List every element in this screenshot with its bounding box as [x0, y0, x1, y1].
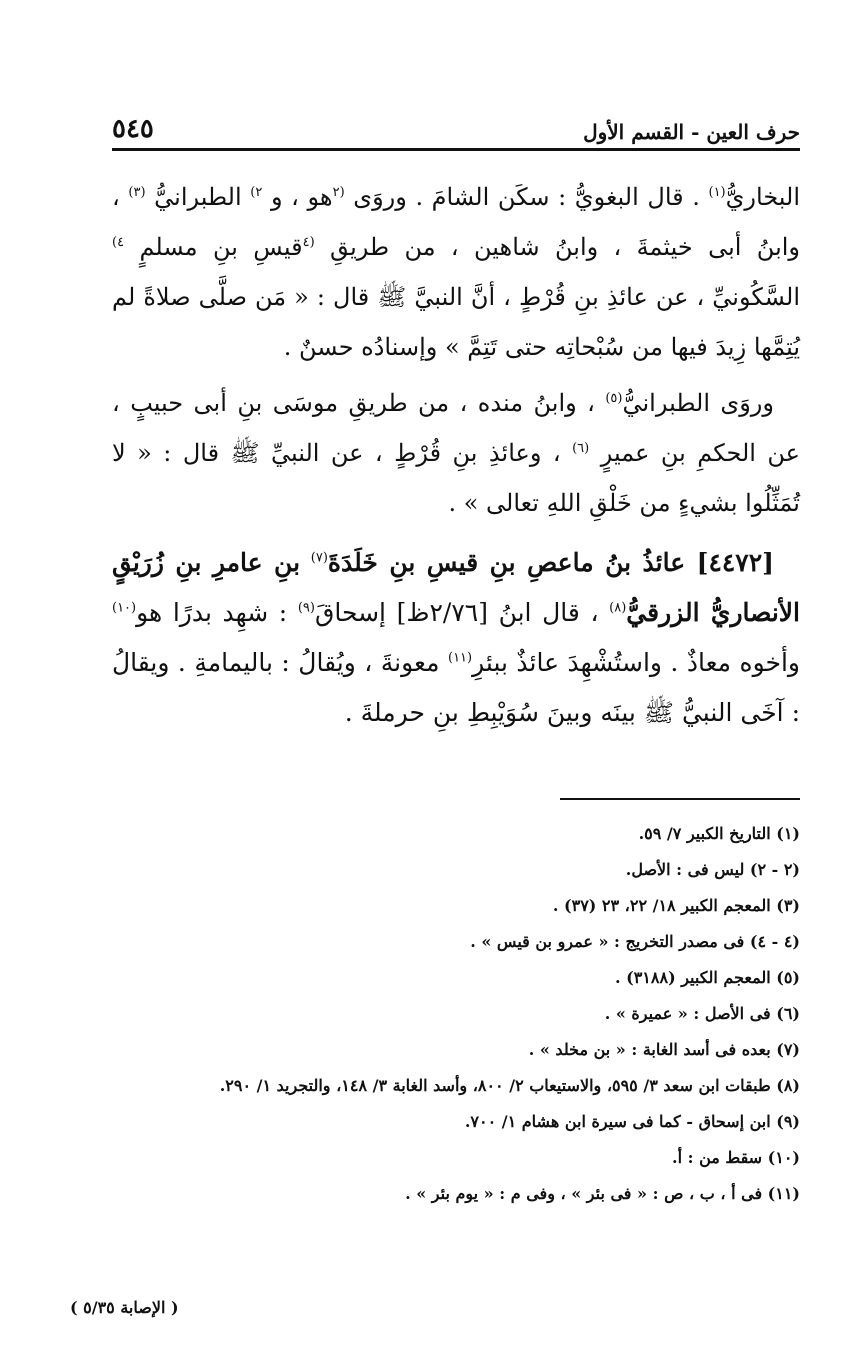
- page-number: ٥٤٥: [112, 114, 154, 144]
- footnote-ref: (٤: [302, 235, 315, 250]
- footnote-ref: (١١): [447, 650, 473, 666]
- footnote-ref: (٢: [332, 185, 345, 200]
- page-header: [112, 104, 800, 144]
- footnote-item: (٤ - ٤) فى مصدر التخريج : « عمرو بن قيس » .: [470, 932, 800, 951]
- footnote-ref: (٩): [297, 600, 315, 616]
- footnote-separator: [560, 798, 800, 800]
- footnote-item: (٩) ابن إسحاق - كما فى سيرة ابن هشام ١/ ٧٠٠.: [464, 1112, 800, 1131]
- footnote-item: (٣) المعجم الكبير ١٨/ ٢٢، ٢٣ (٣٧) .: [552, 896, 800, 915]
- footnote-item: (٦) فى الأصل : « عميرة » .: [604, 1004, 800, 1023]
- footnote-item: (١١) فى أ ، ب ، ص : « فى بئر » ، وفى م : « يوم بئر » .: [405, 1184, 800, 1203]
- footnotes: [112, 816, 800, 1212]
- running-title: حرف العين - القسم الأول: [583, 120, 800, 144]
- header-rule: [112, 148, 800, 151]
- footnote-ref: ٤): [112, 235, 125, 250]
- footnote-item: (٢ - ٢) ليس فى : الأصل.: [625, 860, 800, 879]
- footnote-ref: (٧): [310, 550, 328, 566]
- entry-heading: [٤٤٧٢] عائذُ بنُ ماعصِ بنِ قيسِ بنِ خَلَدَةَ: [327, 548, 774, 577]
- entry-heading-cont: بنِ عامرِ بنِ زُرَيْقٍ الأنصاريُّ الزرقيُّ: [112, 548, 800, 627]
- footnote-item: (٧) بعده فى أسد الغابة : « بن مخلد » .: [528, 1040, 800, 1059]
- footnote-ref: (٣): [128, 185, 146, 200]
- footnote-item: (١) التاريخ الكبير ٧/ ٥٩.: [638, 824, 800, 843]
- footnote-ref: (٨): [609, 600, 627, 616]
- footnote-item: (٥) المعجم الكبير (٣١٨٨) .: [614, 968, 800, 987]
- footnote-ref: (١): [708, 185, 726, 200]
- paragraph-2: وروَى الطبرانيُّ$^{(٥)}$ ، وابنُ منده ، من طريقِ موسَى بنِ أبى حبيبٍ ، عن الحكمِ بنِ عميرٍ $^{(٦)}$ ، وعائذِ بنِ قُرْطٍ ، عن النبيِّ ﷺ قال : « لا تُمَثِّلُوا بشيءٍ من خَلْقِ اللهِ تعالى » .: [112, 389, 800, 517]
- paragraph-1: البخاريُّ$^{(١)}$ . قال البغويُّ : سكَن الشامَ . وروَى $^{(٢}$هو ، و $^{٢)}$ الطبرانيُّ $^{(٣)}$ ، وابنُ أبى خيثمةَ ، وابنُ شاهين ، من طريقِ $^{(٤}$قيسِ بنِ مسلمٍ $^{٤)}$ السَّكُونيِّ ، عن عائذِ بنِ قُرْطٍ ، أنَّ النبيَّ ﷺ قال : « مَن صلَّى صلاةً لم يُتِمَّها زِيدَ فيها من سُبْحاتِه حتى تَتِمَّ » وإسنادُه حسنٌ .: [112, 183, 801, 361]
- footnote-ref: (٦): [572, 441, 590, 456]
- footnote-ref: ٢): [250, 185, 263, 200]
- footnote-ref: (٥): [605, 391, 623, 406]
- footnote-item: (٨) طبقات ابن سعد ٣/ ٥٩٥، والاستيعاب ٢/ ٨٠٠، وأسد الغابة ٣/ ١٤٨، والتجريد ١/ ٢٩٠.: [219, 1076, 800, 1095]
- footnote-item: (١٠) سقط من : أ.: [672, 1148, 800, 1167]
- footnote-ref: (١٠): [112, 600, 137, 616]
- entry-4472: [٤٤٧٢] عائذُ بنُ ماعصِ بنِ قيسِ بنِ خَلَدَةَ$^{(٧)}$ بنِ عامرِ بنِ زُرَيْقٍ الأنصاريُّ الزرقيُّ$^{(٨)}$ ، قال ابنُ [٢/٧٦ظ] إسحاقَ$^{(٩)}$ : شهِد بدرًا هو$^{(١٠)}$ وأخوه معاذٌ . واستُشْهِدَ عائذٌ ببئرِ$^{(١١)}$ معونةَ ، ويُقالُ : باليمامةِ . ويقالُ : آخَى النبيُّ ﷺ بينَه وبينَ سُوَيْبِطِ بنِ حرملةَ .: [112, 548, 801, 727]
- volume-marker: ( الإصابة ٥/٣٥ ): [70, 1298, 179, 1317]
- main-text: [112, 172, 800, 738]
